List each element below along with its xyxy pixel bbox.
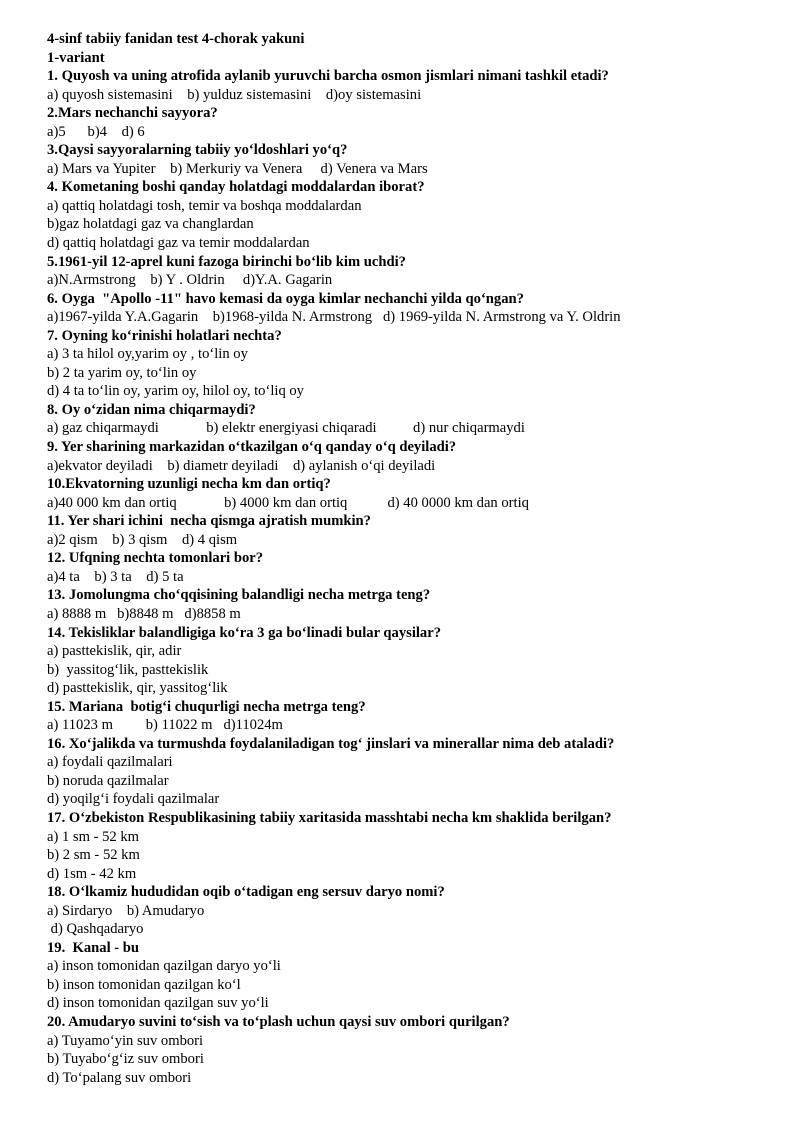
- question-line: 12. Ufqning nechta tomonlari bor?: [47, 550, 264, 567]
- answer-line: b) yassitog‘lik, pasttekislik: [47, 661, 209, 678]
- answer-line: a)5 b)4 d) 6: [47, 123, 145, 140]
- answer-line: d) To‘palang suv ombori: [47, 1069, 192, 1086]
- answer-line: d) qattiq holatdagi gaz va temir moddalardan: [47, 235, 310, 252]
- answer-line: a) 11023 m b) 11022 m d)11024m: [47, 717, 283, 734]
- answer-line: b) noruda qazilmalar: [47, 772, 169, 789]
- question-line: 1-variant: [47, 49, 105, 66]
- answer-line: a) 1 sm - 52 km: [47, 828, 140, 845]
- answer-line: a) Mars va Yupiter b) Merkuriy va Venera d) Venera va Mars: [47, 160, 428, 177]
- answer-line: b)gaz holatdagi gaz va changlardan: [47, 216, 254, 233]
- question-line: 3.Qaysi sayyoralarning tabiiy yo‘ldoshlari yo‘q?: [47, 142, 348, 159]
- question-line: 19. Kanal - bu: [47, 939, 140, 956]
- answer-line: a)2 qism b) 3 qism d) 4 qism: [47, 531, 238, 548]
- answer-line: a) 8888 m b)8848 m d)8858 m: [47, 605, 241, 622]
- answer-line: a) foydali qazilmalari: [47, 754, 173, 771]
- answer-line: b) 2 sm - 52 km: [47, 847, 140, 864]
- answer-line: a)4 ta b) 3 ta d) 5 ta: [47, 568, 184, 585]
- question-line: 16. Xo‘jalikda va turmushda foydalaniladigan tog‘ jinslari va minerallar nima deb ataladi?: [47, 735, 615, 752]
- question-line: 18. O‘lkamiz hududidan oqib o‘tadigan eng sersuv daryo nomi?: [47, 884, 445, 901]
- question-line: 15. Mariana botig‘i chuqurligi necha metrga teng?: [47, 698, 366, 715]
- question-line: 4. Kometaning boshi qanday holatdagi moddalardan iborat?: [47, 179, 425, 196]
- answer-line: a)N.Armstrong b) Y . Oldrin d)Y.A. Gagarin: [47, 272, 333, 289]
- answer-line: a)40 000 km dan ortiq b) 4000 km dan ortiq d) 40 0000 km dan ortiq: [47, 494, 529, 511]
- answer-line: a) quyosh sistemasini b) yulduz sistemasini d)oy sistemasini: [47, 86, 422, 103]
- answer-line: d) 1sm - 42 km: [47, 865, 137, 882]
- answer-line: a) Sirdaryo b) Amudaryo: [47, 902, 205, 919]
- question-line: 4-sinf tabiiy fanidan test 4-chorak yakuni: [47, 31, 305, 47]
- question-line: 20. Amudaryo suvini to‘sish va to‘plash uchun qaysi suv ombori qurilgan?: [47, 1013, 510, 1030]
- answer-line: d) inson tomonidan qazilgan suv yo‘li: [47, 995, 269, 1012]
- question-line: 6. Oyga "Apollo -11" havo kemasi da oyga kimlar nechanchi yilda qo‘ngan?: [47, 290, 524, 307]
- question-line: 1. Quyosh va uning atrofida aylanib yuruvchi barcha osmon jismlari nimani tashkil etadi?: [47, 68, 609, 85]
- question-line: 2.Mars nechanchi sayyora?: [47, 105, 218, 122]
- answer-line: a) Tuyamo‘yin suv ombori: [47, 1032, 204, 1049]
- answer-line: d) Qashqadaryo: [47, 921, 144, 938]
- answer-line: a) 3 ta hilol oy,yarim oy , to‘lin oy: [47, 346, 248, 363]
- question-line: 11. Yer shari ichini necha qismga ajratish mumkin?: [47, 513, 371, 530]
- question-line: 17. O‘zbekiston Respublikasining tabiiy xaritasida masshtabi necha km shaklida berilgan?: [47, 809, 612, 826]
- question-line: 13. Jomolungma cho‘qqisining balandligi necha metrga teng?: [47, 587, 431, 604]
- answer-line: a) inson tomonidan qazilgan daryo yo‘li: [47, 958, 281, 975]
- answer-line: a) pasttekislik, qir, adir: [47, 643, 182, 660]
- question-line: 8. Oy o‘zidan nima chiqarmaydi?: [47, 401, 256, 418]
- answer-line: b) Tuyabo‘g‘iz suv ombori: [47, 1051, 204, 1068]
- question-line: 5.1961-yil 12-aprel kuni fazoga birinchi bo‘lib kim uchdi?: [47, 253, 406, 270]
- answer-line: a) qattiq holatdagi tosh, temir va boshqa moddalardan: [47, 197, 362, 214]
- answer-line: d) pasttekislik, qir, yassitog‘lik: [47, 680, 228, 697]
- answer-line: a)1967-yilda Y.A.Gagarin b)1968-yilda N. Armstrong d) 1969-yilda N. Armstrong va Y. Oldrin: [47, 309, 621, 326]
- question-line: 14. Tekisliklar balandligiga ko‘ra 3 ga bo‘linadi bular qaysilar?: [47, 624, 442, 641]
- answer-line: b) inson tomonidan qazilgan ko‘l: [47, 976, 241, 993]
- question-line: 10.Ekvatorning uzunligi necha km dan ortiq?: [47, 476, 331, 493]
- question-line: 9. Yer sharining markazidan o‘tkazilgan o‘q qanday o‘q deyiladi?: [47, 439, 457, 456]
- answer-line: a) gaz chiqarmaydi b) elektr energiyasi chiqaradi d) nur chiqarmaydi: [47, 420, 525, 437]
- answer-line: d) yoqilg‘i foydali qazilmalar: [47, 791, 220, 808]
- answer-line: d) 4 ta to‘lin oy, yarim oy, hilol oy, to‘liq oy: [47, 383, 304, 400]
- answer-line: b) 2 ta yarim oy, to‘lin oy: [47, 364, 197, 381]
- answer-line: a)ekvator deyiladi b) diametr deyiladi d) aylanish o‘qi deyiladi: [47, 457, 436, 474]
- test-document: [47, 30, 792, 1087]
- question-line: 7. Oyning ko‘rinishi holatlari nechta?: [47, 327, 282, 344]
